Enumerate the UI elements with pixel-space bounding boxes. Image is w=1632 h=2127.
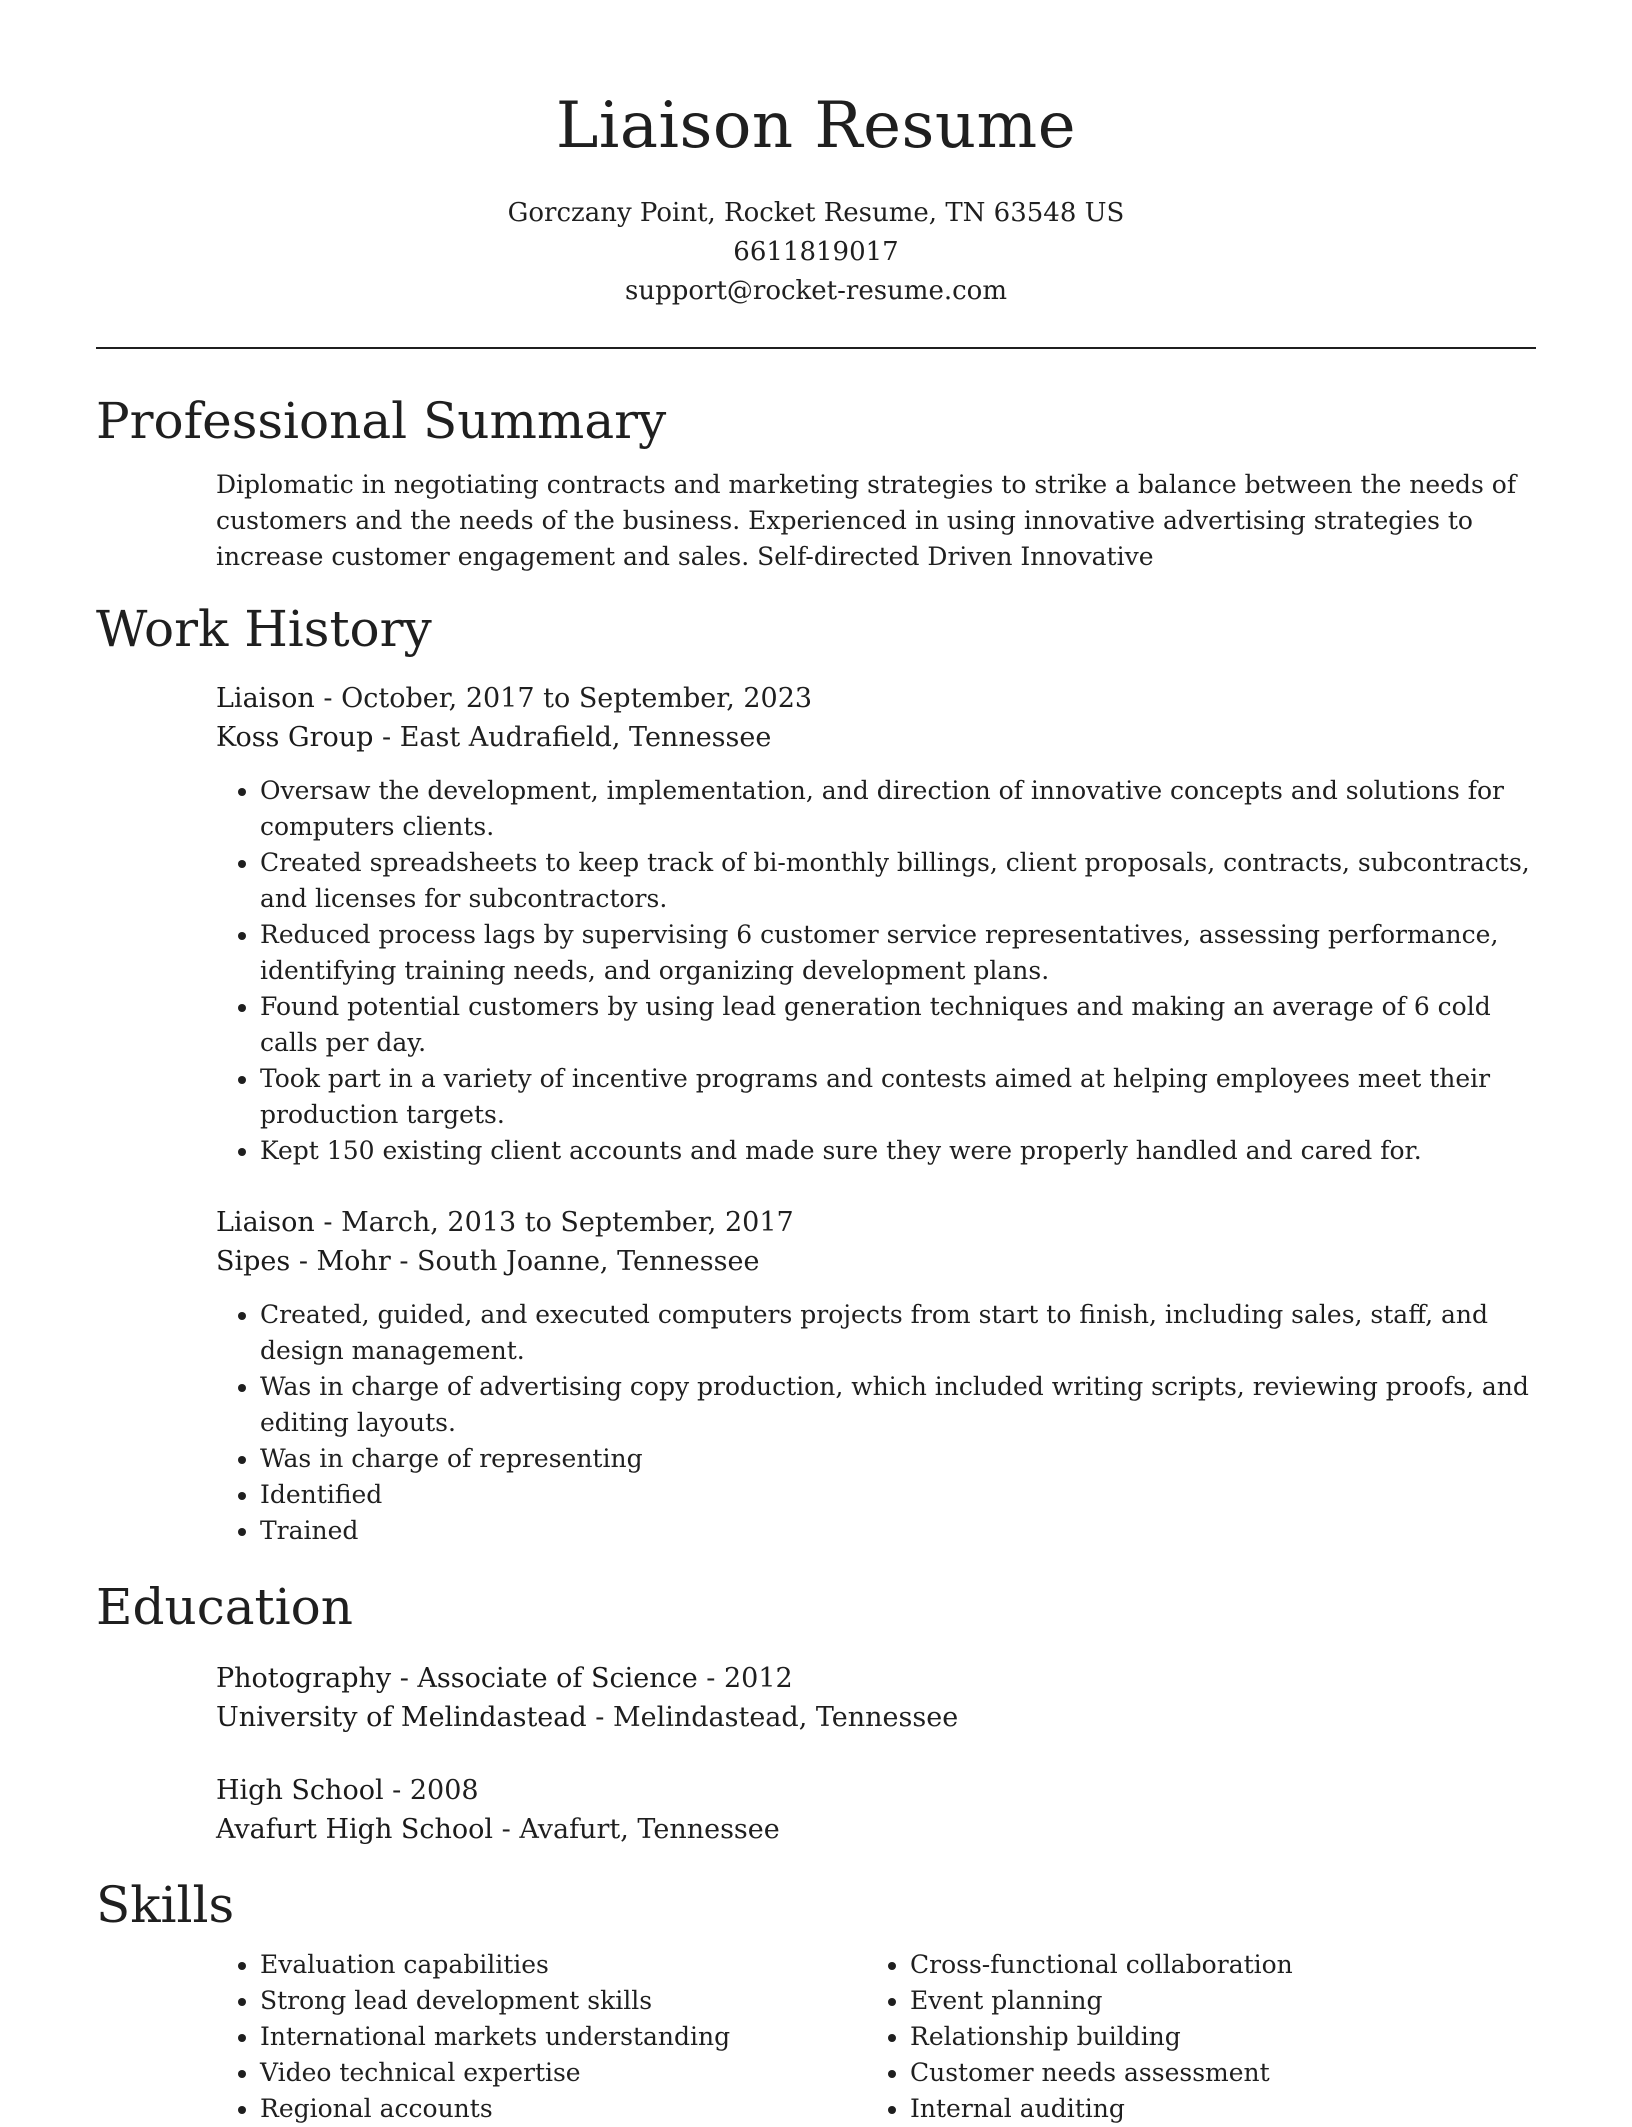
job-bullet: • Reduced process lags by supervising 6 customer service representatives, assessing performance, identifying training needs, and organizing development plans.	[260, 917, 1536, 989]
skill-item: • Event planning	[910, 1983, 1516, 2019]
resume-title: Liaison Resume	[555, 89, 1077, 163]
education-location: - Avafurt, Tennessee	[493, 1814, 780, 1845]
job-bullet: • Identified	[260, 1477, 1536, 1513]
education-degree-line	[216, 1659, 1536, 1698]
section-title-education: Education	[96, 1578, 353, 1636]
job-bullet: • Oversaw the development, implementation, and direction of innovative concepts and solutions for computers clients.	[260, 773, 1536, 845]
contact-address: Gorczany Point, Rocket Resume, TN 63548 US	[507, 198, 1125, 228]
skills-bullets	[216, 1947, 866, 2127]
resume-page	[96, 0, 1536, 2127]
skill-item: • Video technical expertise	[260, 2055, 866, 2091]
skills-column-left	[216, 1947, 866, 2127]
education-school-line	[216, 1698, 1536, 1737]
job-bullets	[216, 1297, 1536, 1549]
job-bullets	[216, 773, 1536, 1169]
education-degree: High School	[216, 1775, 384, 1806]
education-degree-line	[216, 1771, 1536, 1810]
skill-item: • Regional accounts	[260, 2091, 866, 2127]
job-location: - South Joanne, Tennessee	[390, 1246, 760, 1277]
contact-info	[96, 194, 1536, 311]
job-bullet: • Was in charge of advertising copy production, which included writing scripts, reviewing proofs, and editing layouts.	[260, 1369, 1536, 1441]
job-company: Sipes - Mohr	[216, 1246, 391, 1277]
job-role: Liaison	[216, 1207, 315, 1238]
resume-header	[96, 0, 1536, 311]
skills-list	[216, 1947, 1536, 2127]
education-entry	[216, 1659, 1536, 1737]
job-title-line	[216, 679, 1536, 718]
education-school: Avafurt High School	[216, 1814, 494, 1845]
education-year: - 2008	[383, 1775, 479, 1806]
section-title-work-history: Work History	[96, 600, 432, 658]
header-divider	[96, 347, 1536, 349]
skill-item: • Evaluation capabilities	[260, 1947, 866, 1983]
contact-phone: 6611819017	[733, 237, 899, 267]
job-location: - East Audrafield, Tennessee	[373, 722, 772, 753]
skill-item: • Cross-functional collaboration	[910, 1947, 1516, 1983]
skill-item: • Internal auditing	[910, 2091, 1516, 2127]
job-bullet: • Was in charge of representing	[260, 1441, 1536, 1477]
job-role: Liaison	[216, 683, 315, 714]
education-degree: Photography - Associate of Science	[216, 1663, 698, 1694]
skills-bullets	[866, 1947, 1516, 2127]
skill-item: • Strong lead development skills	[260, 1983, 866, 2019]
education-year: - 2012	[697, 1663, 793, 1694]
job-company-line	[216, 1242, 1536, 1281]
job-bullet: • Found potential customers by using lead generation techniques and making an average of 6 cold calls per day.	[260, 989, 1536, 1061]
job-bullet: • Kept 150 existing client accounts and made sure they were properly handled and cared for.	[260, 1133, 1536, 1169]
skill-item: • Relationship building	[910, 2019, 1516, 2055]
job-entry	[216, 1203, 1536, 1549]
job-company-line	[216, 718, 1536, 757]
job-title-line	[216, 1203, 1536, 1242]
contact-email: support@rocket-resume.com	[624, 276, 1007, 306]
job-bullet: • Took part in a variety of incentive programs and contests aimed at helping employees meet their production targets.	[260, 1061, 1536, 1133]
education-location: - Melindastead, Tennessee	[586, 1702, 959, 1733]
job-dates: - March, 2013 to September, 2017	[314, 1207, 794, 1238]
education-school: University of Melindastead	[216, 1702, 587, 1733]
education-entry	[216, 1771, 1536, 1849]
summary-text: Diplomatic in negotiating contracts and marketing strategies to strike a balance between the needs of customers and the needs of the business. Experienced in using innovative advertising strategies to increase customer engagement and sales. Self-directed Driven Innovative	[216, 470, 1517, 571]
section-title-skills: Skills	[96, 1876, 235, 1934]
job-dates: - October, 2017 to September, 2023	[314, 683, 813, 714]
education-school-line	[216, 1810, 1536, 1849]
job-bullet: • Created spreadsheets to keep track of bi-monthly billings, client proposals, contracts, subcontracts, and licenses for subcontractors.	[260, 845, 1536, 917]
job-bullet: • Trained	[260, 1513, 1536, 1549]
skills-column-right	[866, 1947, 1516, 2127]
job-company: Koss Group	[216, 722, 374, 753]
job-entry	[216, 679, 1536, 1169]
skill-item: • International markets understanding	[260, 2019, 866, 2055]
job-bullet: • Created, guided, and executed computers projects from start to finish, including sales, staff, and design management.	[260, 1297, 1536, 1369]
section-title-summary: Professional Summary	[96, 392, 667, 450]
skill-item: • Customer needs assessment	[910, 2055, 1516, 2091]
